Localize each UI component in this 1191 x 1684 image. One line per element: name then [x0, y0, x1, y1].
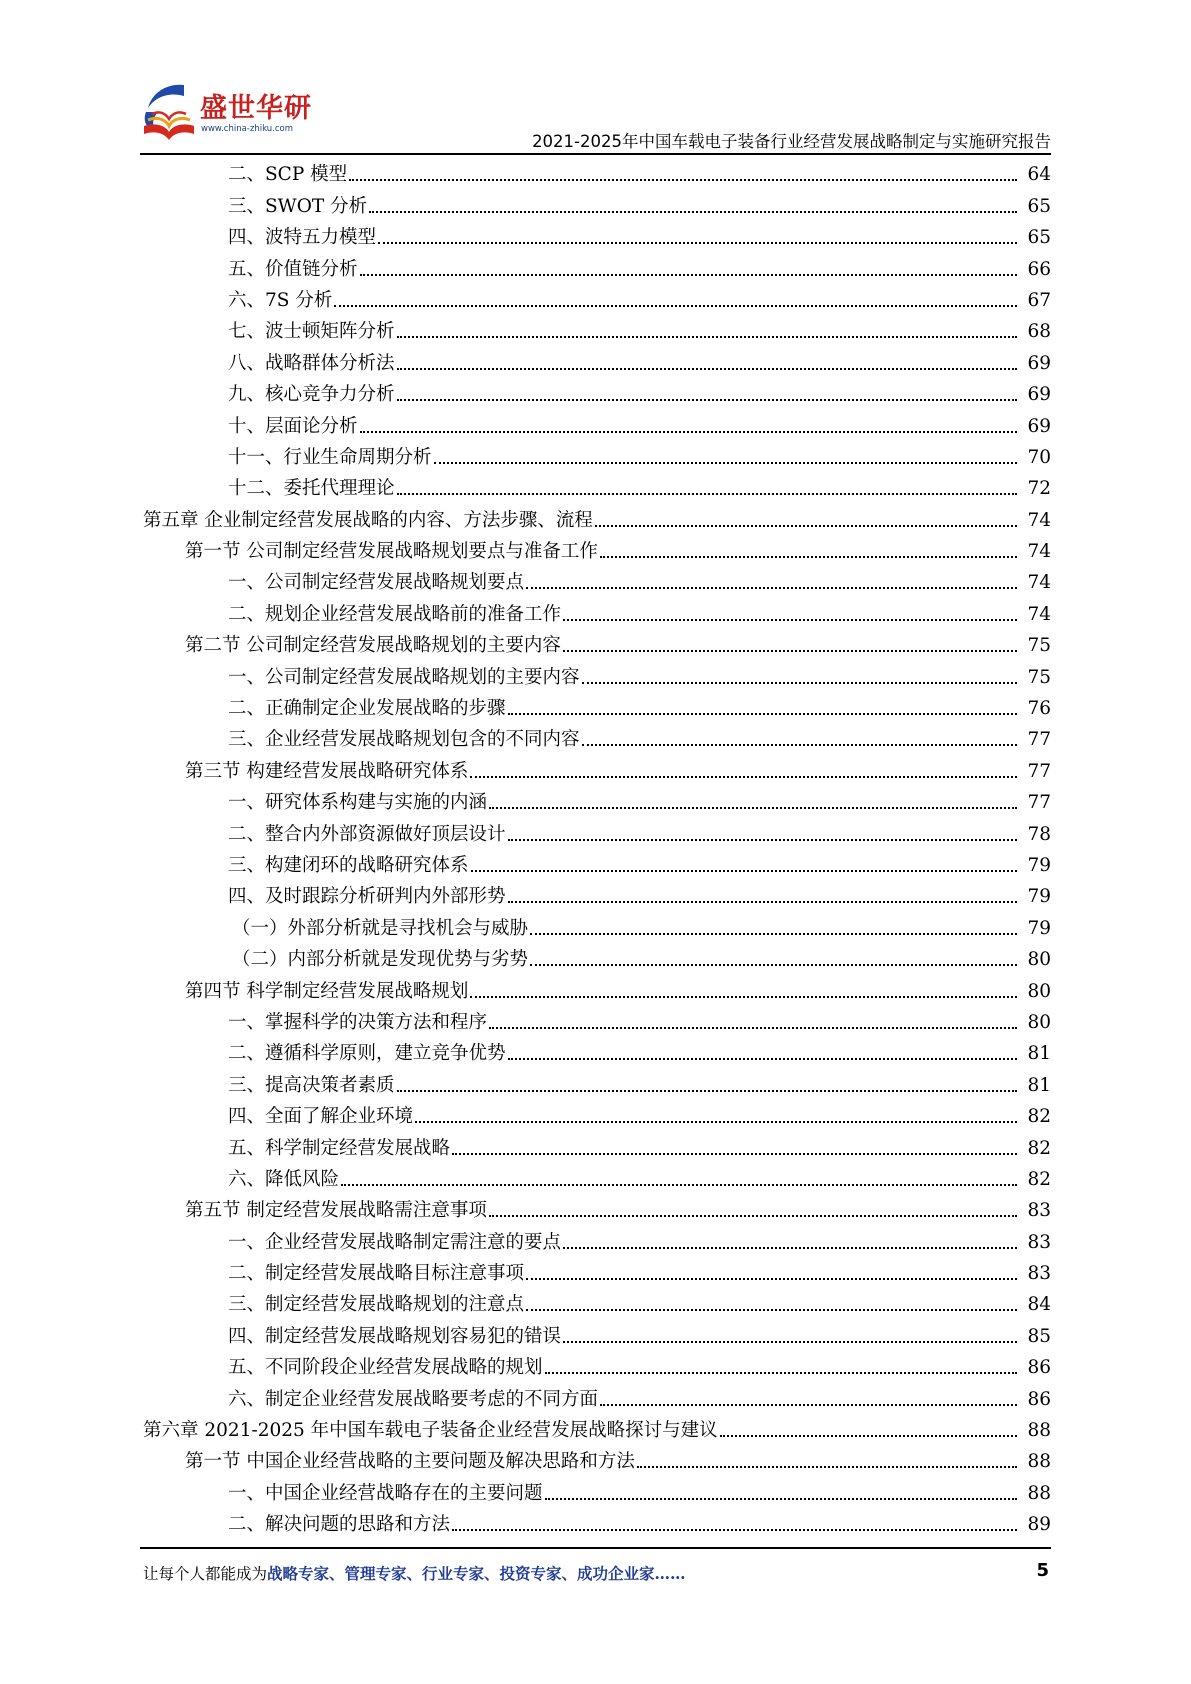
toc-dot-leader: [530, 933, 1017, 935]
toc-page-number: 88: [1027, 1420, 1051, 1442]
toc-dot-leader: [563, 1247, 1017, 1249]
toc-page-number: 83: [1027, 1200, 1051, 1222]
toc-dot-leader: [526, 587, 1017, 589]
toc-entry[interactable]: [0, 1383, 1191, 1414]
toc-dot-leader: [563, 1341, 1017, 1343]
toc-page-number: 80: [1027, 980, 1051, 1002]
toc-page-number: 74: [1027, 603, 1051, 625]
toc-entry[interactable]: [0, 630, 1191, 661]
toc-entry-title: 八、战略群体分析法: [228, 352, 395, 374]
toc-page-number: 69: [1027, 415, 1051, 437]
toc-page-number: 85: [1027, 1325, 1051, 1347]
toc-entry-title: 十二、委托代理理论: [228, 478, 395, 500]
toc-page-number: 83: [1027, 1231, 1051, 1253]
toc-dot-leader: [595, 525, 1017, 527]
toc-page-number: 69: [1027, 352, 1051, 374]
toc-dot-leader: [530, 964, 1017, 966]
toc-dot-leader: [397, 1090, 1017, 1092]
toc-entry[interactable]: [0, 1415, 1191, 1446]
toc-entry[interactable]: [0, 473, 1191, 504]
footer-divider: [140, 1547, 1051, 1549]
slogan-highlight: 战略专家、管理专家、行业专家、投资专家、成功企业家……: [267, 1564, 686, 1583]
toc-entry-title: 十一、行业生命周期分析: [228, 446, 432, 468]
toc-entry[interactable]: [0, 850, 1191, 881]
toc-entry-title: 二、SCP 模型: [228, 164, 348, 186]
toc-dot-leader: [489, 807, 1017, 809]
toc-dot-leader: [600, 1404, 1017, 1406]
toc-page-number: 79: [1027, 886, 1051, 908]
toc-entry[interactable]: [0, 724, 1191, 755]
toc-entry[interactable]: [0, 787, 1191, 818]
slogan-prefix: 让每个人都能成为: [143, 1565, 268, 1583]
toc-entry-title: 九、核心竞争力分析: [228, 384, 395, 406]
toc-dot-leader: [334, 305, 1017, 307]
toc-entry[interactable]: [0, 1289, 1191, 1320]
toc-entry-title: 第二节 公司制定经营发展战略规划的主要内容: [185, 635, 561, 657]
toc-page-number: 88: [1027, 1482, 1051, 1504]
toc-entry-title: 十、层面论分析: [228, 415, 358, 437]
toc-entry-title: 第五章 企业制定经营发展战略的内容、方法步骤、流程: [143, 509, 593, 531]
toc-dot-leader: [470, 996, 1017, 998]
toc-entry-title: 四、制定经营发展战略规划容易犯的错误: [228, 1325, 562, 1347]
toc-dot-leader: [637, 1466, 1017, 1468]
toc-entry-title: 二、解决问题的思路和方法: [228, 1514, 451, 1536]
toc-entry-title: 第四节 科学制定经营发展战略规划: [185, 980, 469, 1002]
toc-entry[interactable]: [0, 1226, 1191, 1257]
toc-page-number: 74: [1027, 541, 1051, 563]
toc-entry[interactable]: [0, 693, 1191, 724]
toc-entry[interactable]: [0, 536, 1191, 567]
toc-page-number: 80: [1027, 949, 1051, 971]
toc-dot-leader: [720, 1435, 1017, 1437]
toc-page-number: 86: [1027, 1357, 1051, 1379]
toc-entry-title: 第一节 中国企业经营战略的主要问题及解决思路和方法: [185, 1451, 635, 1473]
toc-entry[interactable]: [0, 1352, 1191, 1383]
toc-page-number: 86: [1027, 1388, 1051, 1410]
toc-entry-title: 一、中国企业经营战略存在的主要问题: [228, 1482, 543, 1504]
toc-dot-leader: [349, 179, 1017, 181]
toc-entry-title: 一、企业经营发展战略制定需注意的要点: [228, 1231, 562, 1253]
toc-entry[interactable]: [0, 1132, 1191, 1163]
page-number: 5: [1036, 1560, 1049, 1581]
toc-entry-title: （二）内部分析就是发现优势与劣势: [232, 949, 529, 971]
page-header: [0, 0, 1191, 160]
toc-entry-title: 二、规划企业经营发展战略前的准备工作: [228, 603, 562, 625]
header-divider: [140, 153, 1051, 155]
toc-entry-title: 三、提高决策者素质: [228, 1074, 395, 1096]
toc-entry-title: 二、整合内外部资源做好顶层设计: [228, 823, 506, 845]
toc-page-number: 65: [1027, 195, 1051, 217]
toc-entry[interactable]: [0, 975, 1191, 1006]
toc-entry-title: 一、掌握科学的决策方法和程序: [228, 1011, 488, 1033]
toc-entry-title: 三、SWOT 分析: [228, 195, 368, 217]
toc-dot-leader: [563, 650, 1017, 652]
toc-entry[interactable]: [0, 1509, 1191, 1540]
toc-page-number: 77: [1027, 792, 1051, 814]
toc-entry[interactable]: [0, 1069, 1191, 1100]
toc-entry[interactable]: [0, 442, 1191, 473]
toc-entry[interactable]: [0, 253, 1191, 284]
toc-page-number: 65: [1027, 227, 1051, 249]
toc-page-number: 74: [1027, 509, 1051, 531]
toc-page-number: 88: [1027, 1451, 1051, 1473]
toc-entry-title: 五、价值链分析: [228, 258, 358, 280]
toc-entry-title: 七、波士顿矩阵分析: [228, 321, 395, 343]
toc-dot-leader: [526, 1278, 1017, 1280]
toc-page-number: 78: [1027, 823, 1051, 845]
toc-entry-title: 三、构建闭环的战略研究体系: [228, 854, 469, 876]
toc-dot-leader: [545, 1498, 1017, 1500]
toc-page-number: 79: [1027, 854, 1051, 876]
toc-entry[interactable]: [0, 379, 1191, 410]
toc-entry[interactable]: [0, 881, 1191, 912]
toc-entry[interactable]: [0, 567, 1191, 598]
toc-page-number: 67: [1027, 289, 1051, 311]
toc-entry-title: 三、企业经营发展战略规划包含的不同内容: [228, 729, 580, 751]
toc-entry[interactable]: [0, 661, 1191, 692]
toc-dot-leader: [508, 901, 1017, 903]
toc-dot-leader: [508, 1058, 1017, 1060]
toc-entry[interactable]: [0, 1101, 1191, 1132]
toc-dot-leader: [545, 1372, 1017, 1374]
toc-entry[interactable]: [0, 159, 1191, 190]
brand-url: www.china-zhiku.com: [201, 124, 293, 134]
toc-entry[interactable]: [0, 912, 1191, 943]
toc-dot-leader: [582, 682, 1017, 684]
toc-page-number: 64: [1027, 164, 1051, 186]
toc-entry-title: 第三节 构建经营发展战略研究体系: [185, 760, 469, 782]
toc-dot-leader: [360, 274, 1017, 276]
toc-dot-leader: [563, 619, 1017, 621]
toc-page-number: 75: [1027, 635, 1051, 657]
toc-entry[interactable]: [0, 190, 1191, 221]
toc-page-number: 68: [1027, 321, 1051, 343]
toc-entry[interactable]: [0, 944, 1191, 975]
toc-entry[interactable]: [0, 1477, 1191, 1508]
toc-dot-leader: [582, 744, 1017, 746]
toc-dot-leader: [360, 431, 1017, 433]
toc-page-number: 84: [1027, 1294, 1051, 1316]
toc-page-number: 77: [1027, 760, 1051, 782]
toc-entry[interactable]: [0, 1195, 1191, 1226]
toc-entry[interactable]: [0, 1007, 1191, 1038]
toc-entry[interactable]: [0, 1446, 1191, 1477]
toc-entry-title: 六、降低风险: [228, 1168, 340, 1190]
toc-dot-leader: [470, 776, 1017, 778]
toc-page-number: 80: [1027, 1011, 1051, 1033]
toc-dot-leader: [434, 462, 1017, 464]
toc-entry-title: （一）外部分析就是寻找机会与威胁: [232, 917, 529, 939]
toc-page-number: 79: [1027, 917, 1051, 939]
toc-page-number: 69: [1027, 384, 1051, 406]
brand-logo: [138, 82, 328, 148]
toc-dot-leader: [397, 368, 1017, 370]
brand-name: 盛世华研: [200, 93, 312, 124]
toc-entry[interactable]: [0, 1038, 1191, 1069]
toc-dot-leader: [489, 1215, 1017, 1217]
toc-dot-leader: [489, 1027, 1017, 1029]
toc-page-number: 72: [1027, 478, 1051, 500]
toc-entry[interactable]: [0, 222, 1191, 253]
toc-dot-leader: [452, 1153, 1017, 1155]
toc-dot-leader: [415, 1121, 1017, 1123]
toc-entry-title: 二、制定经营发展战略目标注意事项: [228, 1263, 525, 1285]
toc-entry[interactable]: [0, 316, 1191, 347]
toc-dot-leader: [600, 556, 1017, 558]
toc-page-number: 82: [1027, 1168, 1051, 1190]
toc-dot-leader: [508, 839, 1017, 841]
toc-entry-title: 第一节 公司制定经营发展战略规划要点与准备工作: [185, 541, 598, 563]
toc-entry-title: 第五节 制定经营发展战略需注意事项: [185, 1200, 487, 1222]
toc-entry-title: 六、7S 分析: [228, 289, 333, 311]
toc-page-number: 83: [1027, 1263, 1051, 1285]
toc-entry-title: 三、制定经营发展战略规划的注意点: [228, 1294, 525, 1316]
report-title: 2021-2025年中国车载电子装备行业经营发展战略制定与实施研究报告: [532, 132, 1051, 151]
footer-slogan: [143, 1562, 686, 1584]
toc-entry[interactable]: [0, 347, 1191, 378]
toc-page-number: 89: [1027, 1514, 1051, 1536]
toc-entry-title: 二、正确制定企业发展战略的步骤: [228, 698, 506, 720]
toc-dot-leader: [397, 493, 1017, 495]
toc-entry-title: 四、波特五力模型: [228, 227, 377, 249]
toc-entry-title: 六、制定企业经营发展战略要考虑的不同方面: [228, 1388, 599, 1410]
toc-entry[interactable]: [0, 1320, 1191, 1351]
toc-entry[interactable]: [0, 410, 1191, 441]
toc-entry-title: 五、不同阶段企业经营发展战略的规划: [228, 1357, 543, 1379]
toc-dot-leader: [471, 870, 1017, 872]
toc-entry-title: 第六章 2021-2025 年中国车载电子装备企业经营发展战略探讨与建议: [143, 1420, 718, 1442]
toc-entry[interactable]: [0, 1164, 1191, 1195]
toc-page-number: 81: [1027, 1074, 1051, 1096]
toc-page-number: 82: [1027, 1137, 1051, 1159]
toc-entry[interactable]: [0, 1258, 1191, 1289]
toc-entry-title: 一、公司制定经营发展战略规划的主要内容: [228, 666, 580, 688]
toc-dot-leader: [508, 713, 1017, 715]
toc-entry-title: 一、研究体系构建与实施的内涵: [228, 792, 488, 814]
toc-entry[interactable]: [0, 818, 1191, 849]
toc-entry-title: 四、全面了解企业环境: [228, 1106, 414, 1128]
toc-entry-title: 二、遵循科学原则，建立竞争优势: [228, 1043, 506, 1065]
toc-dot-leader: [397, 399, 1017, 401]
toc-dot-leader: [452, 1529, 1017, 1531]
toc-page-number: 81: [1027, 1043, 1051, 1065]
toc-page-number: 82: [1027, 1106, 1051, 1128]
toc-dot-leader: [526, 1309, 1017, 1311]
toc-page-number: 74: [1027, 572, 1051, 594]
toc-page-number: 70: [1027, 446, 1051, 468]
toc-page-number: 77: [1027, 729, 1051, 751]
table-of-contents: [0, 159, 1191, 1540]
toc-entry[interactable]: [0, 598, 1191, 629]
toc-dot-leader: [369, 211, 1017, 213]
toc-entry-title: 四、及时跟踪分析研判内外部形势: [228, 886, 506, 908]
toc-page-number: 66: [1027, 258, 1051, 280]
toc-page-number: 75: [1027, 666, 1051, 688]
toc-dot-leader: [341, 1184, 1017, 1186]
toc-entry-title: 五、科学制定经营发展战略: [228, 1137, 451, 1159]
toc-entry[interactable]: [0, 504, 1191, 535]
toc-dot-leader: [378, 242, 1017, 244]
toc-entry[interactable]: [0, 285, 1191, 316]
toc-dot-leader: [397, 336, 1017, 338]
toc-entry-title: 一、公司制定经营发展战略规划要点: [228, 572, 525, 594]
toc-entry[interactable]: [0, 755, 1191, 786]
book-logo-icon: [138, 82, 200, 144]
toc-page-number: 76: [1027, 698, 1051, 720]
